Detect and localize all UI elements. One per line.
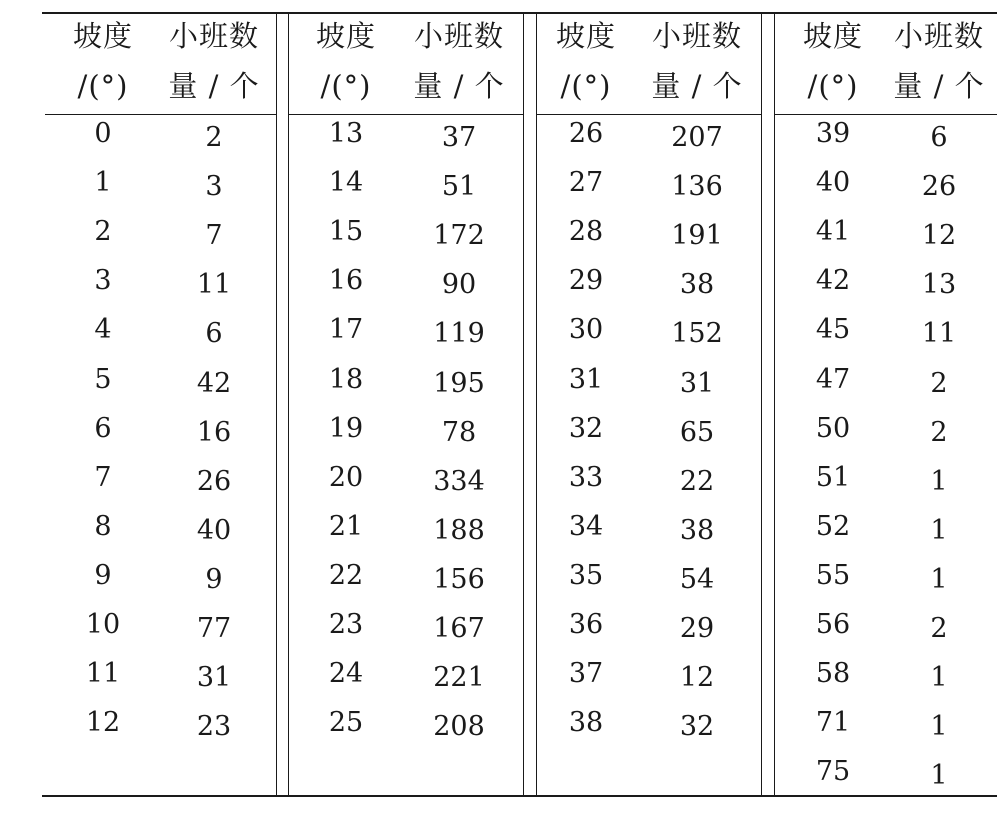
count-cell: 65 xyxy=(679,417,715,448)
count-cell: 38 xyxy=(679,269,715,300)
slope-header: 坡度 xyxy=(72,19,133,53)
header-rule xyxy=(775,114,997,115)
count-cell: 40 xyxy=(196,515,232,546)
slope-cell: 27 xyxy=(568,167,604,198)
group-separator xyxy=(276,13,277,796)
slope-cell: 16 xyxy=(328,265,364,296)
slope-cell: 7 xyxy=(94,462,112,493)
top-rule xyxy=(42,12,997,14)
count-cell: 1 xyxy=(930,711,948,742)
slope-header: /(°) xyxy=(77,69,129,103)
slope-cell: 18 xyxy=(328,364,364,395)
count-cell: 26 xyxy=(921,171,957,202)
slope-header: /(°) xyxy=(320,69,372,103)
count-cell: 38 xyxy=(679,515,715,546)
slope-cell: 21 xyxy=(328,511,364,542)
slope-cell: 38 xyxy=(568,707,604,738)
count-cell: 12 xyxy=(679,662,715,693)
slope-cell: 4 xyxy=(94,314,112,345)
slope-cell: 11 xyxy=(85,658,121,689)
count-cell: 6 xyxy=(205,318,223,349)
count-cell: 23 xyxy=(196,711,232,742)
slope-cell: 51 xyxy=(815,462,851,493)
count-cell: 1 xyxy=(930,760,948,791)
count-header: 量 / 个 xyxy=(168,69,260,103)
count-cell: 1 xyxy=(930,466,948,497)
slope-header: 坡度 xyxy=(555,19,616,53)
group-separator xyxy=(761,13,762,796)
count-cell: 2 xyxy=(205,122,223,153)
slope-cell: 39 xyxy=(815,118,851,149)
count-cell: 172 xyxy=(433,220,485,251)
slope-cell: 17 xyxy=(328,314,364,345)
count-cell: 37 xyxy=(441,122,477,153)
count-cell: 16 xyxy=(196,417,232,448)
count-header: 量 / 个 xyxy=(413,69,505,103)
count-header: 小班数 xyxy=(651,19,742,53)
slope-cell: 0 xyxy=(94,118,112,149)
slope-cell: 1 xyxy=(94,167,112,198)
slope-cell: 5 xyxy=(94,364,112,395)
count-cell: 152 xyxy=(671,318,723,349)
count-cell: 31 xyxy=(196,662,232,693)
slope-cell: 15 xyxy=(328,216,364,247)
slope-cell: 58 xyxy=(815,658,851,689)
count-header: 小班数 xyxy=(168,19,259,53)
count-cell: 208 xyxy=(433,711,485,742)
slope-cell: 45 xyxy=(815,314,851,345)
slope-cell: 20 xyxy=(328,462,364,493)
slope-cell: 40 xyxy=(815,167,851,198)
count-cell: 2 xyxy=(930,417,948,448)
slope-cell: 56 xyxy=(815,609,851,640)
slope-cell: 3 xyxy=(94,265,112,296)
count-cell: 1 xyxy=(930,515,948,546)
slope-cell: 32 xyxy=(568,413,604,444)
slope-cell: 33 xyxy=(568,462,604,493)
count-cell: 191 xyxy=(671,220,723,251)
count-cell: 188 xyxy=(433,515,485,546)
count-cell: 9 xyxy=(205,564,223,595)
count-cell: 78 xyxy=(441,417,477,448)
group-separator xyxy=(523,13,524,796)
slope-cell: 29 xyxy=(568,265,604,296)
count-cell: 6 xyxy=(930,122,948,153)
bottom-rule xyxy=(42,795,997,797)
count-cell: 167 xyxy=(433,613,485,644)
count-cell: 1 xyxy=(930,564,948,595)
count-cell: 42 xyxy=(196,368,232,399)
count-cell: 13 xyxy=(921,269,957,300)
slope-cell: 47 xyxy=(815,364,851,395)
slope-cell: 50 xyxy=(815,413,851,444)
slope-cell: 25 xyxy=(328,707,364,738)
count-header: 量 / 个 xyxy=(651,69,743,103)
header-rule xyxy=(289,114,523,115)
slope-cell: 2 xyxy=(94,216,112,247)
count-cell: 32 xyxy=(679,711,715,742)
count-cell: 29 xyxy=(679,613,715,644)
slope-cell: 14 xyxy=(328,167,364,198)
count-header: 小班数 xyxy=(893,19,984,53)
slope-cell: 8 xyxy=(94,511,112,542)
slope-cell: 71 xyxy=(815,707,851,738)
count-cell: 3 xyxy=(205,171,223,202)
count-cell: 26 xyxy=(196,466,232,497)
slope-header: 坡度 xyxy=(802,19,863,53)
count-cell: 12 xyxy=(921,220,957,251)
count-cell: 54 xyxy=(679,564,715,595)
header-rule xyxy=(45,114,276,115)
slope-cell: 41 xyxy=(815,216,851,247)
slope-cell: 30 xyxy=(568,314,604,345)
count-cell: 119 xyxy=(433,318,485,349)
slope-cell: 26 xyxy=(568,118,604,149)
count-cell: 1 xyxy=(930,662,948,693)
count-cell: 7 xyxy=(205,220,223,251)
slope-cell: 19 xyxy=(328,413,364,444)
count-cell: 11 xyxy=(196,269,232,300)
count-cell: 90 xyxy=(441,269,477,300)
count-cell: 77 xyxy=(196,613,232,644)
slope-header: /(°) xyxy=(560,69,612,103)
slope-cell: 31 xyxy=(568,364,604,395)
slope-cell: 75 xyxy=(815,756,851,787)
slope-cell: 28 xyxy=(568,216,604,247)
header-rule xyxy=(537,114,761,115)
count-cell: 221 xyxy=(433,662,485,693)
slope-cell: 52 xyxy=(815,511,851,542)
slope-cell: 13 xyxy=(328,118,364,149)
count-header: 量 / 个 xyxy=(893,69,985,103)
slope-cell: 36 xyxy=(568,609,604,640)
slope-cell: 42 xyxy=(815,265,851,296)
slope-header: /(°) xyxy=(807,69,859,103)
count-cell: 51 xyxy=(441,171,477,202)
slope-cell: 12 xyxy=(85,707,121,738)
slope-cell: 24 xyxy=(328,658,364,689)
count-cell: 2 xyxy=(930,613,948,644)
count-cell: 22 xyxy=(679,466,715,497)
count-cell: 334 xyxy=(433,466,485,497)
slope-cell: 10 xyxy=(85,609,121,640)
slope-cell: 37 xyxy=(568,658,604,689)
count-cell: 136 xyxy=(671,171,723,202)
count-cell: 195 xyxy=(433,368,485,399)
slope-cell: 9 xyxy=(94,560,112,591)
count-cell: 156 xyxy=(433,564,485,595)
slope-header: 坡度 xyxy=(315,19,376,53)
slope-cell: 35 xyxy=(568,560,604,591)
slope-cell: 23 xyxy=(328,609,364,640)
slope-cell: 6 xyxy=(94,413,112,444)
count-header: 小班数 xyxy=(413,19,504,53)
count-cell: 31 xyxy=(679,368,715,399)
slope-cell: 55 xyxy=(815,560,851,591)
slope-cell: 34 xyxy=(568,511,604,542)
count-cell: 2 xyxy=(930,368,948,399)
count-cell: 11 xyxy=(921,318,957,349)
slope-cell: 22 xyxy=(328,560,364,591)
count-cell: 207 xyxy=(671,122,723,153)
